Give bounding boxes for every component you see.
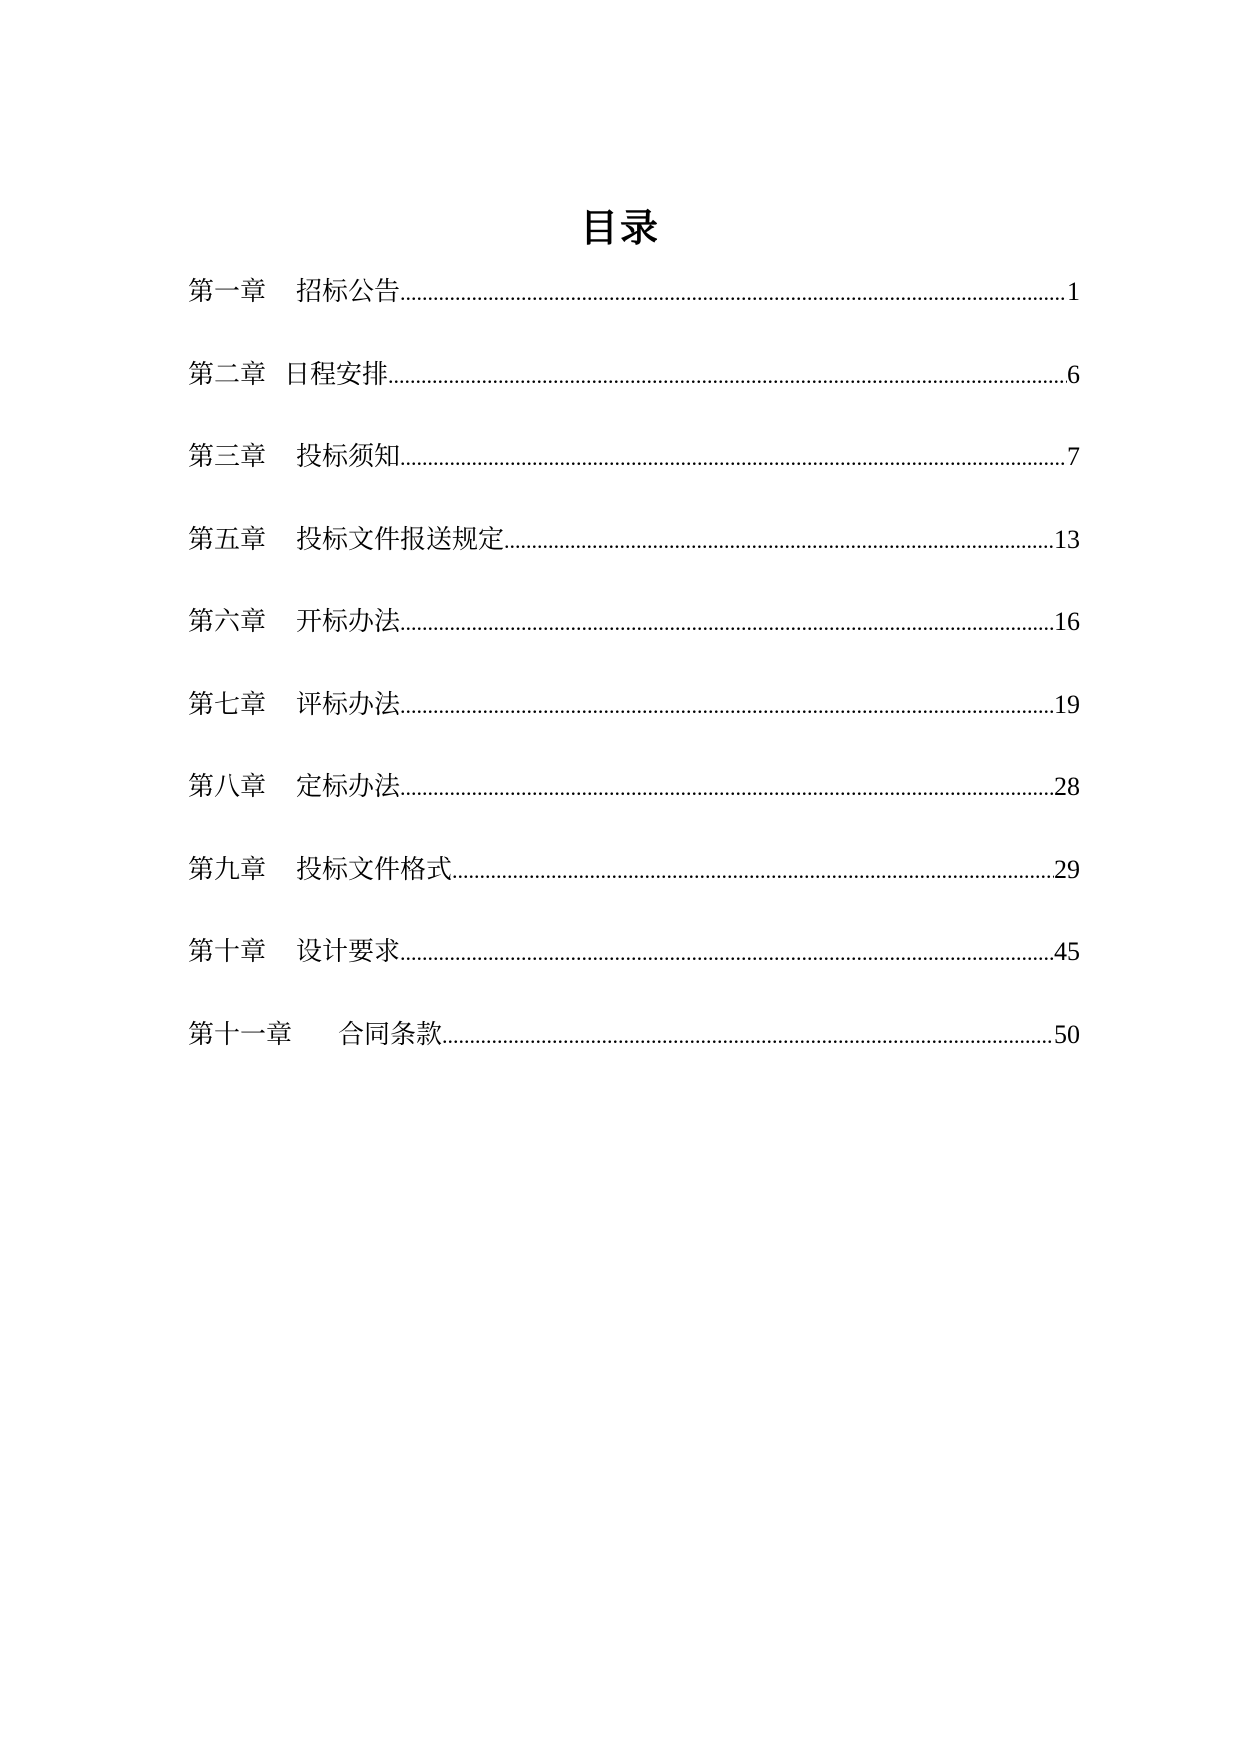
toc-dot-leader <box>400 271 1067 315</box>
toc-entry[interactable] <box>188 353 1080 436</box>
toc-dot-leader <box>400 601 1054 645</box>
toc-chapter-number: 第八章 <box>188 772 267 802</box>
toc-entry[interactable] <box>188 683 1080 766</box>
toc-entry[interactable] <box>188 848 1080 931</box>
toc-chapter-title: 开标办法 <box>296 607 401 637</box>
toc-page-number: 13 <box>1054 524 1080 554</box>
toc-dot-leader <box>400 931 1054 975</box>
toc-chapter-number: 第九章 <box>188 854 267 885</box>
toc-entry[interactable] <box>188 270 1080 353</box>
toc-chapter-title: 日程安排 <box>284 359 389 390</box>
toc-page-number: 6 <box>1067 359 1080 389</box>
toc-chapter-number: 第十一章 <box>188 1019 293 1050</box>
toc-entry[interactable] <box>188 518 1080 601</box>
toc-chapter-number: 第六章 <box>188 607 267 637</box>
toc-heading: 目录 <box>579 206 660 250</box>
toc-entry[interactable] <box>188 600 1080 683</box>
toc-page-number: 7 <box>1067 442 1080 471</box>
toc-dot-leader <box>400 766 1054 810</box>
toc-entry[interactable] <box>188 1013 1080 1096</box>
toc-chapter-title: 投标文件报送规定 <box>296 524 505 555</box>
toc-entry[interactable] <box>188 765 1080 848</box>
toc-chapter-number: 第五章 <box>188 524 267 555</box>
toc-chapter-number: 第一章 <box>188 277 267 307</box>
toc-chapter-number: 第二章 <box>188 359 267 390</box>
table-of-contents <box>188 270 1080 1095</box>
toc-chapter-title: 投标须知 <box>296 442 401 472</box>
toc-dot-leader <box>400 684 1054 728</box>
toc-chapter-title: 投标文件格式 <box>296 854 453 885</box>
toc-dot-leader <box>400 436 1067 480</box>
toc-chapter-number: 第三章 <box>188 442 267 472</box>
toc-chapter-title: 定标办法 <box>296 772 401 802</box>
toc-chapter-title: 招标公告 <box>296 277 401 307</box>
toc-page-number: 28 <box>1054 772 1080 801</box>
toc-dot-leader <box>388 354 1067 398</box>
toc-chapter-title: 设计要求 <box>296 937 401 967</box>
toc-page-number: 16 <box>1054 607 1080 636</box>
toc-chapter-number: 第七章 <box>188 689 267 720</box>
toc-dot-leader <box>442 1014 1054 1058</box>
toc-page-number: 45 <box>1054 937 1080 966</box>
toc-chapter-number: 第十章 <box>188 937 267 967</box>
toc-entry[interactable] <box>188 435 1080 518</box>
toc-page-number: 29 <box>1054 854 1080 884</box>
toc-entry[interactable] <box>188 930 1080 1013</box>
toc-dot-leader <box>452 849 1054 893</box>
toc-page-number: 50 <box>1054 1019 1080 1049</box>
toc-page-number: 1 <box>1067 277 1080 306</box>
toc-page-number: 19 <box>1054 689 1080 719</box>
toc-chapter-title: 评标办法 <box>296 689 401 720</box>
toc-dot-leader <box>504 519 1054 563</box>
toc-chapter-title: 合同条款 <box>338 1019 443 1050</box>
